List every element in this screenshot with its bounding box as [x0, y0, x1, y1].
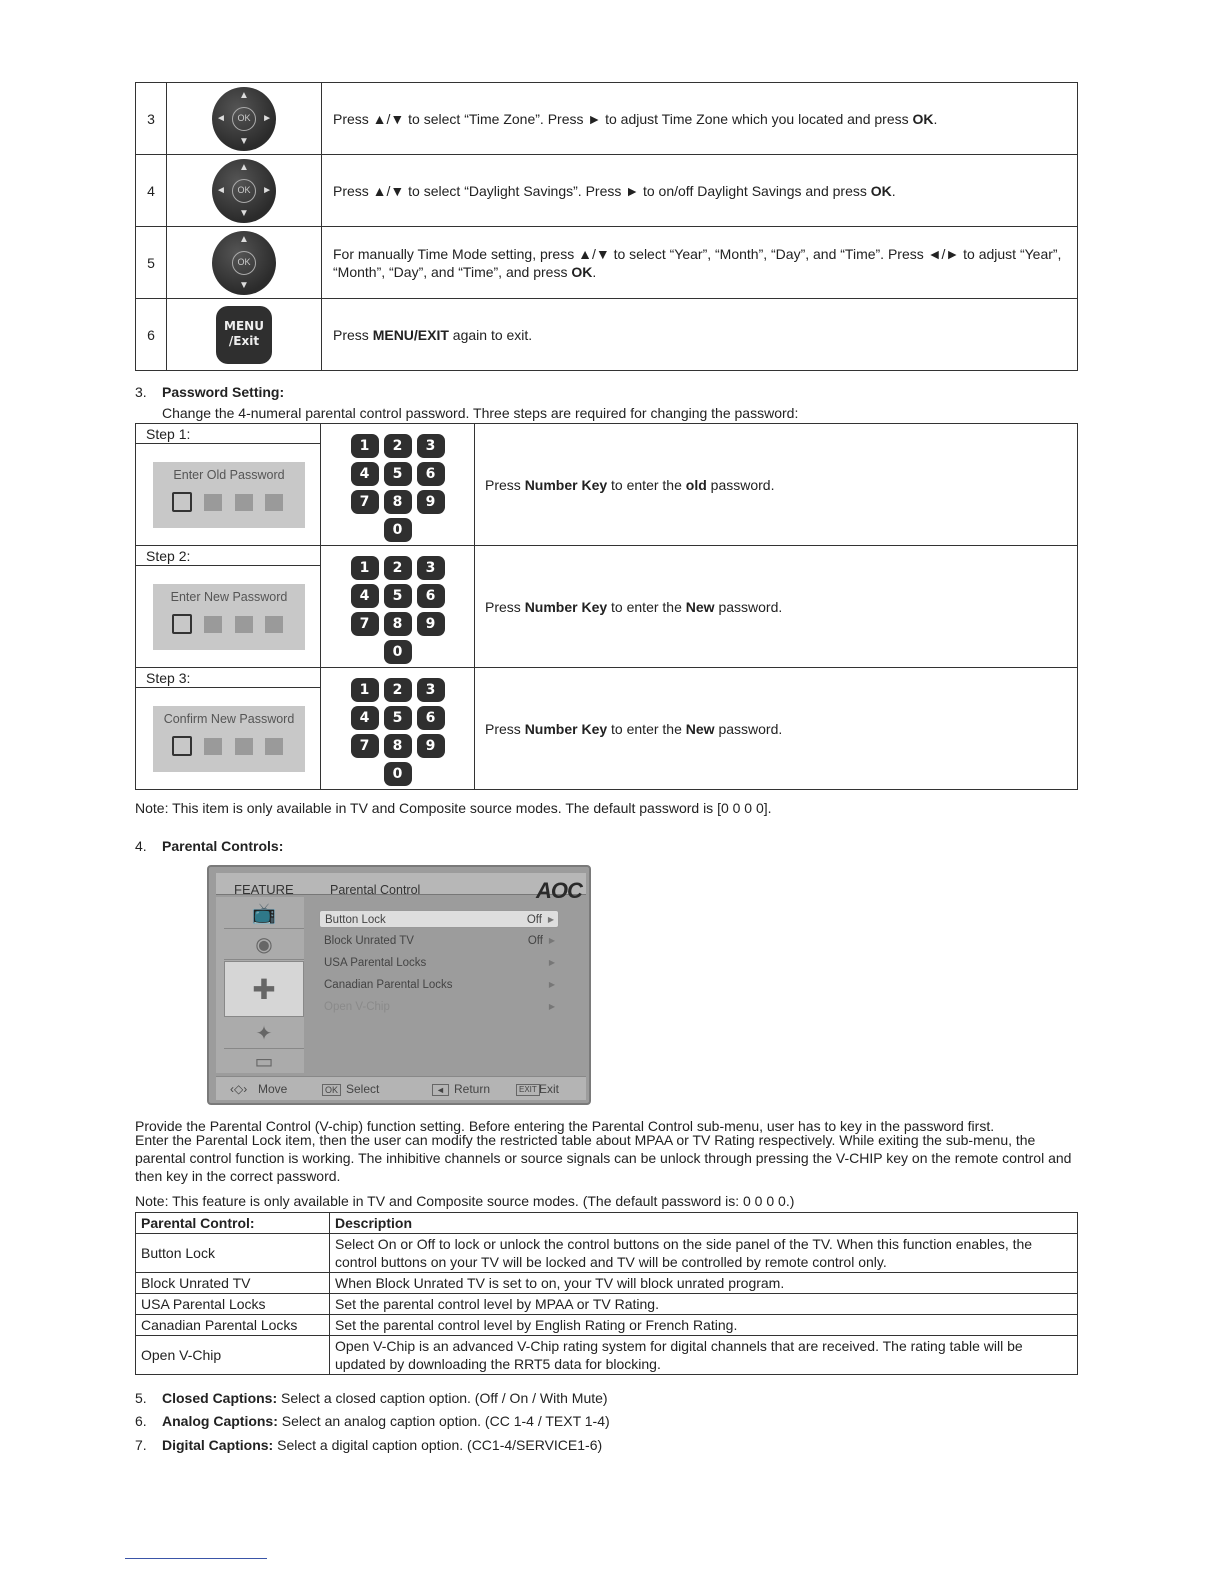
- step-row: [136, 155, 1078, 227]
- password-steps-table: [135, 423, 1078, 790]
- password-screen: [136, 424, 321, 546]
- return-key-icon: ◄: [432, 1084, 449, 1096]
- parental-control-osd-screenshot: [207, 865, 591, 1105]
- parental-description: Enter the Parental Lock item, then the user can modify the restricted table about MPAA or TV Rating respectively. While exiting the sub-menu, the parental control function is working. The inhibitive channels or source signals can be unlock through pressing the V-CHIP key on the remote control and then key in the correct password.: [135, 1132, 1072, 1184]
- table-cell: Open V-Chip: [136, 1336, 330, 1375]
- menu-exit-key-icon: MENU /Exit: [167, 299, 322, 371]
- footer-divider: [125, 1558, 267, 1559]
- step-number: 3: [136, 83, 167, 155]
- osd-title: Parental Control: [330, 883, 421, 897]
- speaker-icon: ◉: [224, 930, 304, 960]
- column-header: Parental Control:: [136, 1213, 330, 1234]
- table-cell: Select On or Off to lock or unlock the control buttons on the side panel of the TV. When this function enables, the control buttons on your TV will be locked and TV will be controlled by remote control only.: [330, 1234, 1078, 1273]
- step-text: Press ▲/▼ to select “Daylight Savings”. Press ► to on/off Daylight Savings and press OK.: [322, 155, 1078, 227]
- osd-feature-label: FEATURE: [234, 882, 294, 897]
- osd-item-canadian-locks: Canadian Parental Locks ▶: [324, 979, 555, 991]
- screen-icon: ▭: [224, 1047, 304, 1077]
- table-cell: Button Lock: [136, 1234, 330, 1273]
- table-row: [136, 1273, 1078, 1294]
- password-step-row: [136, 668, 1078, 790]
- number-keypad-icon: 1 2 3 4 5 6 7 8 9 0: [321, 546, 475, 668]
- step-row: [136, 227, 1078, 299]
- step-number: 5: [136, 227, 167, 299]
- move-icon: ‹◇›: [230, 1082, 248, 1096]
- table-cell: Set the parental control level by English Rating or French Rating.: [330, 1315, 1078, 1336]
- password-step-row: [136, 424, 1078, 546]
- confirm-new-password-dialog: Confirm New Password: [153, 706, 305, 772]
- step-text: Press MENU/EXIT again to exit.: [322, 299, 1078, 371]
- osd-item-block-unrated: Block Unrated TV Off ▶: [324, 935, 555, 947]
- password-note: Note: This item is only available in TV and Composite source modes. The default password is [0 0 0 0].: [135, 800, 772, 816]
- digital-captions-item: 7. Digital Captions: Select a digital caption option. (CC1-4/SERVICE1-6): [135, 1437, 603, 1453]
- osd-header: [216, 873, 586, 903]
- step-label: Step 2:: [136, 546, 321, 566]
- password-screen: [136, 668, 321, 790]
- enter-old-password-dialog: Enter Old Password: [153, 462, 305, 528]
- osd-footer: ‹◇› Move OK Select ◄ Return EXIT Exit: [216, 1076, 586, 1100]
- table-cell: Set the parental control level by MPAA or TV Rating.: [330, 1294, 1078, 1315]
- table-row: [136, 1294, 1078, 1315]
- password-step-text: Press Number Key to enter the New password.: [475, 668, 1078, 790]
- step-label: Step 1:: [136, 424, 321, 444]
- table-row: [136, 1315, 1078, 1336]
- table-header-row: [136, 1213, 1078, 1234]
- password-step-row: [136, 546, 1078, 668]
- step-row: [136, 299, 1078, 371]
- parental-heading: 4. Parental Controls:: [135, 838, 284, 854]
- table-cell: USA Parental Locks: [136, 1294, 330, 1315]
- table-cell: Block Unrated TV: [136, 1273, 330, 1294]
- step-number: 6: [136, 299, 167, 371]
- feature-tools-icon: ✚: [224, 961, 304, 1017]
- osd-item-usa-locks: USA Parental Locks ▶: [324, 957, 555, 969]
- password-step-text: Press Number Key to enter the old password.: [475, 424, 1078, 546]
- enter-new-password-dialog: Enter New Password: [153, 584, 305, 650]
- step-text: For manually Time Mode setting, press ▲/▼ to select “Year”, “Month”, “Day”, and “Time”. Press ◄/► to adjust “Year”, “Month”, “Day”, and “Time”, and press OK.: [322, 227, 1078, 299]
- column-header: Description: [330, 1213, 1078, 1234]
- number-keypad-icon: 1 2 3 4 5 6 7 8 9 0: [321, 424, 475, 546]
- table-cell: Open V-Chip is an advanced V-Chip rating system for digital channels that are received. The rating table will be updated by downloading the RRT5 data for blocking.: [330, 1336, 1078, 1375]
- password-intro: Change the 4-numeral parental control password. Three steps are required for changing the password:: [162, 405, 799, 421]
- antenna-icon: ✦: [224, 1019, 304, 1049]
- analog-captions-item: 6. Analog Captions: Select an analog caption option. (CC 1-4 / TEXT 1-4): [135, 1413, 610, 1429]
- tv-picture-icon: 📺: [224, 899, 304, 929]
- step-label: Step 3:: [136, 668, 321, 688]
- step-text: Press ▲/▼ to select “Time Zone”. Press ► to adjust Time Zone which you located and press OK.: [322, 83, 1078, 155]
- osd-item-button-lock: Button Lock Off ▶: [319, 910, 559, 928]
- table-row: [136, 1336, 1078, 1375]
- parental-control-table: [135, 1212, 1078, 1375]
- exit-key-icon: EXIT: [516, 1084, 540, 1096]
- closed-captions-item: 5. Closed Captions: Select a closed caption option. (Off / On / With Mute): [135, 1390, 608, 1406]
- parental-note: Note: This feature is only available in TV and Composite source modes. (The default password is: 0 0 0 0.): [135, 1193, 795, 1209]
- osd-item-open-vchip: Open V-Chip ▶: [324, 1001, 555, 1013]
- password-heading: 3. Password Setting:: [135, 384, 285, 400]
- ok-key-icon: OK: [322, 1084, 341, 1096]
- dpad-icon: ▲ ▼ ◄ ► OK: [167, 155, 322, 227]
- time-steps-table: [135, 82, 1078, 371]
- table-cell: When Block Unrated TV is set to on, your TV will block unrated program.: [330, 1273, 1078, 1294]
- parental-description-line1: Provide the Parental Control (V-chip) function setting. Before entering the Parental Control sub-menu, user has to key in the password first.: [135, 1118, 995, 1134]
- step-number: 4: [136, 155, 167, 227]
- dpad-updown-icon: ▲ ▼ OK: [167, 227, 322, 299]
- password-step-text: Press Number Key to enter the New password.: [475, 546, 1078, 668]
- aoc-logo: AOC: [536, 878, 582, 903]
- step-row: [136, 83, 1078, 155]
- table-row: [136, 1234, 1078, 1273]
- dpad-icon: ▲ ▼ ◄ ► OK: [167, 83, 322, 155]
- table-cell: Canadian Parental Locks: [136, 1315, 330, 1336]
- password-screen: [136, 546, 321, 668]
- number-keypad-icon: 1 2 3 4 5 6 7 8 9 0: [321, 668, 475, 790]
- osd-sidebar: [216, 897, 304, 1073]
